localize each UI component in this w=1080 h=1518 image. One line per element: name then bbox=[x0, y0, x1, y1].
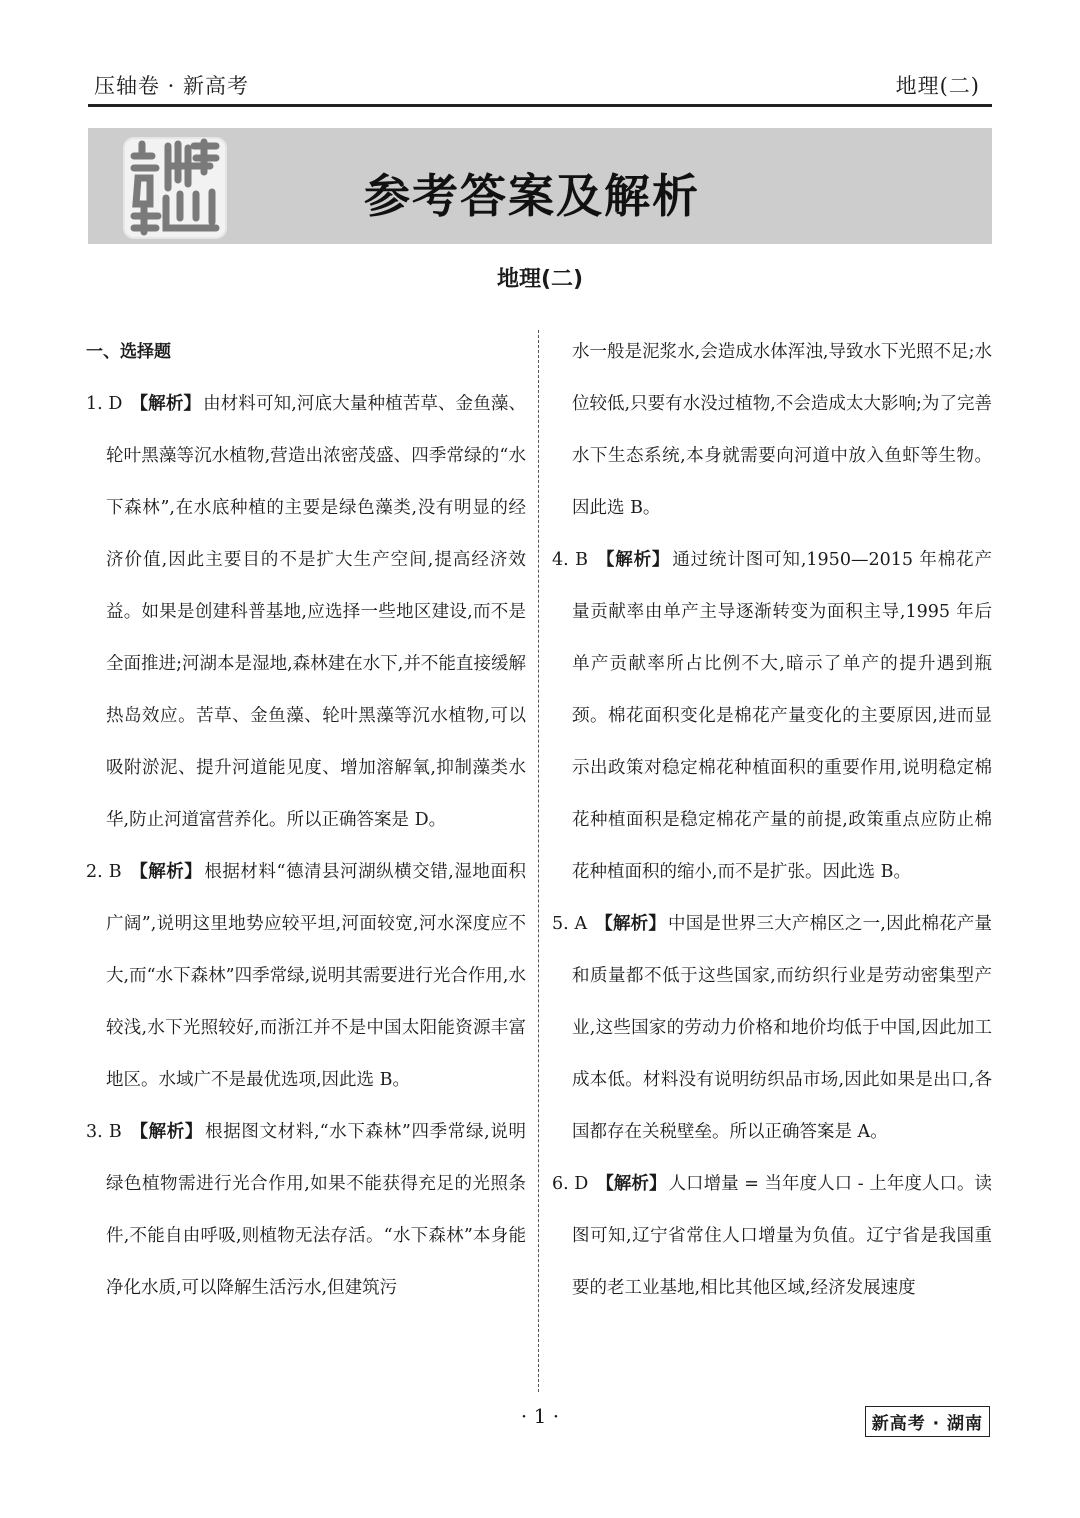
answer-text: 中国是世界三大产棉区之一,因此棉花产量和质量都不低于这些国家,而纺织行业是劳动密集型产业,这些国家的劳动力价格和地价均低于中国,因此加工成本低。材料没有说明纺织品市场,因此如果是出口,各国都存在关税壁垒。所以正确答案是 A。 bbox=[572, 914, 993, 1142]
column-divider bbox=[538, 330, 539, 1392]
answer-number: 2. B bbox=[86, 862, 122, 882]
analysis-tag: 【解析】 bbox=[595, 914, 667, 934]
header-left-title: 压轴卷 · 新高考 bbox=[94, 74, 250, 98]
left-column bbox=[86, 326, 526, 1314]
analysis-tag: 【解析】 bbox=[596, 1174, 667, 1194]
answer-text: 根据材料“德清县河湖纵横交错,湿地面积广阔”,说明这里地势应较平坦,河面较宽,河水深度应不大,而“水下森林”四季常绿,说明其需要进行光合作用,水较浅,水下光照较好,而浙江并不是中国太阳能资源丰富地区。水域广不是最优选项,因此选 B。 bbox=[106, 862, 526, 1090]
answer-item bbox=[86, 1106, 526, 1314]
answer-text: 人口增量 = 当年度人口 - 上年度人口。读图可知,辽宁省常住人口增量为负值。辽宁省是我国重要的老工业基地,相比其他区域,经济发展速度 bbox=[572, 1174, 993, 1298]
answer-number: 3. B bbox=[86, 1122, 122, 1142]
section-heading: 一、选择题 bbox=[86, 342, 171, 362]
analysis-tag: 【解析】 bbox=[595, 550, 671, 570]
answer-number: 5. A bbox=[552, 914, 588, 934]
answer-item bbox=[552, 1158, 992, 1314]
analysis-tag: 【解析】 bbox=[130, 394, 202, 414]
header-rule bbox=[88, 104, 992, 107]
region-badge: 新高考 · 湖南 bbox=[865, 1406, 990, 1437]
answer-item bbox=[552, 898, 992, 1158]
right-column bbox=[552, 326, 992, 1314]
answer-text: 由材料可知,河底大量种植苦草、金鱼藻、轮叶黑藻等沉水植物,营造出浓密茂盛、四季常绿的“水下森林”,在水底种植的主要是绿色藻类,没有明显的经济价值,因此主要目的不是扩大生产空间,提高经济效益。如果是创建科普基地,应选择一些地区建设,而不是全面推进;河湖本是湿地,森林建在水下,并不能直接缓解热岛效应。苦草、金鱼藻、轮叶黑藻等沉水植物,可以吸附淤泥、提升河道能见度、增加溶解氧,抑制藻类水华,防止河道富营养化。所以正确答案是 D。 bbox=[106, 394, 526, 830]
subject-title: 地理(二) bbox=[496, 267, 584, 292]
header-right-title: 地理(二) bbox=[895, 74, 980, 98]
analysis-tag: 【解析】 bbox=[129, 862, 203, 882]
analysis-tag: 【解析】 bbox=[129, 1122, 204, 1142]
answer-continuation: 水一般是泥浆水,会造成水体浑浊,导致水下光照不足;水位较低,只要有水没过植物,不会造成太大影响;为了完善水下生态系统,本身就需要向河道中放入鱼虾等生物。因此选 B。 bbox=[572, 342, 992, 518]
answer-text: 根据图文材料,“水下森林”四季常绿,说明绿色植物需进行光合作用,如果不能获得充足的光照条件,不能自由呼吸,则植物无法存活。“水下森林”本身能净化水质,可以降解生活污水,但建筑污 bbox=[106, 1122, 526, 1298]
banner-title: 参考答案及解析 bbox=[364, 169, 700, 223]
answer-number: 6. D bbox=[552, 1174, 589, 1194]
seal-logo bbox=[120, 132, 230, 242]
answer-item bbox=[86, 378, 526, 846]
answer-item bbox=[552, 534, 992, 898]
answer-item bbox=[86, 846, 526, 1106]
answer-number: 4. B bbox=[552, 550, 588, 570]
title-banner bbox=[88, 128, 992, 244]
answer-number: 1. D bbox=[86, 394, 123, 414]
page-number: · 1 · bbox=[520, 1404, 560, 1428]
answer-text: 通过统计图可知,1950—2015 年棉花产量贡献率由单产主导逐渐转变为面积主导,1995 年后单产贡献率所占比例不大,暗示了单产的提升遇到瓶颈。棉花面积变化是棉花产量变化的主要原因,进而显示出政策对稳定棉花种植面积的重要作用,说明稳定棉花种植面积是稳定棉花产量的前提,政策重点应防止棉花种植面积的缩小,而不是扩张。因此选 B。 bbox=[572, 550, 993, 882]
